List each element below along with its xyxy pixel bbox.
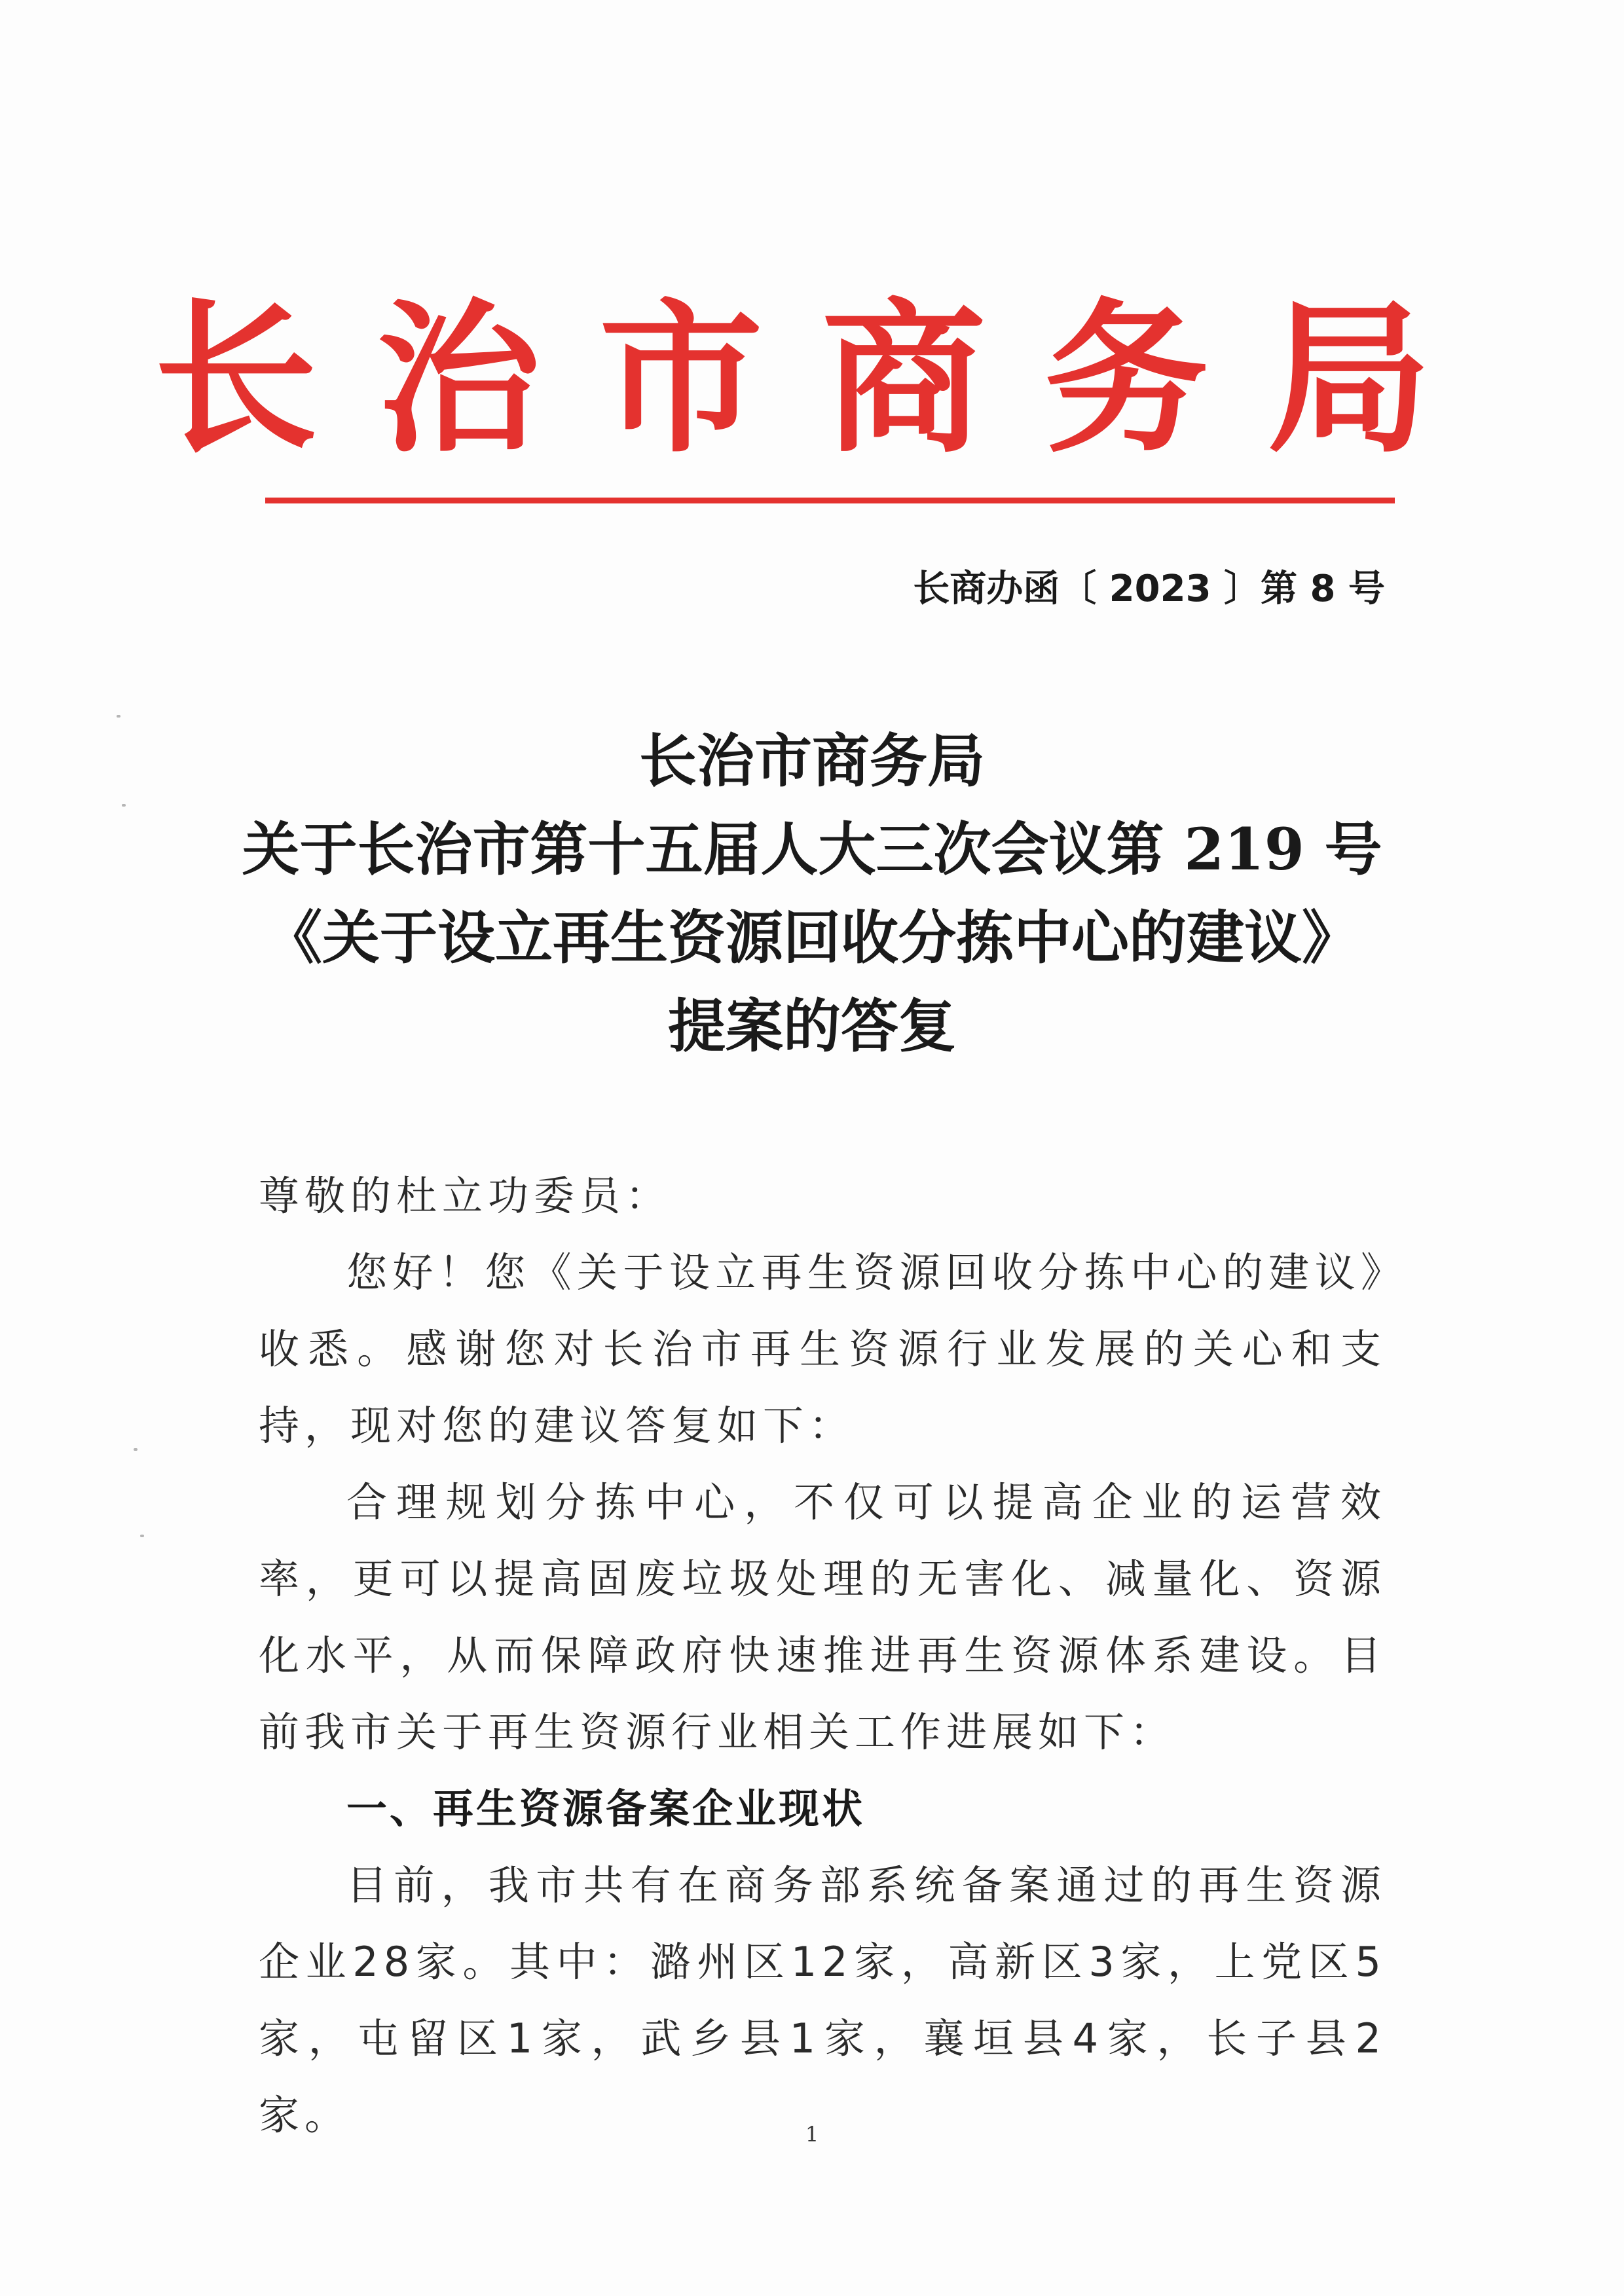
page-number: 1	[805, 2122, 819, 2147]
salutation: 尊敬的杜立功委员：	[259, 1172, 672, 1220]
letterhead-agency-name: 长治市商务局	[154, 284, 1490, 475]
title-line-4: 提案的答复	[667, 992, 956, 1060]
scan-speck	[140, 1535, 144, 1537]
paragraph-3: 目前，我市共有在商务部系统备案通过的再生资源企业28家。其中：潞州区12家，高新区3家，上党区5家，屯留区1家，武乡县1家，襄垣县4家，长子县2家。	[259, 1861, 1386, 2139]
title-line-1: 长治市商务局	[638, 727, 985, 795]
title-line-2: 关于长治市第十五届人大三次会议第 219 号	[242, 815, 1382, 883]
paragraph-2: 合理规划分拣中心，不仅可以提高企业的运营效率，更可以提高固废垃圾处理的无害化、减量化、资源化水平，从而保障政府快速推进再生资源体系建设。目前我市关于再生资源行业相关工作进展如下：	[259, 1478, 1386, 1756]
section-heading-1: 一、再生资源备案企业现状	[346, 1785, 866, 1832]
letterhead-red-rule	[265, 498, 1395, 503]
document-title	[236, 717, 1388, 1070]
paragraph-1: 您好！您《关于设立再生资源回收分拣中心的建议》收悉。感谢您对长治市再生资源行业发展的关心和支持，现对您的建议答复如下：	[259, 1248, 1386, 1449]
document-body	[259, 1157, 1386, 2153]
title-line-3: 《关于设立再生资源回收分拣中心的建议》	[264, 903, 1359, 972]
scan-speck	[134, 1448, 138, 1451]
document-number: 长商办函〔 2023 〕第 8 号	[913, 568, 1385, 610]
scan-speck	[117, 715, 120, 718]
scan-speck	[122, 804, 126, 807]
